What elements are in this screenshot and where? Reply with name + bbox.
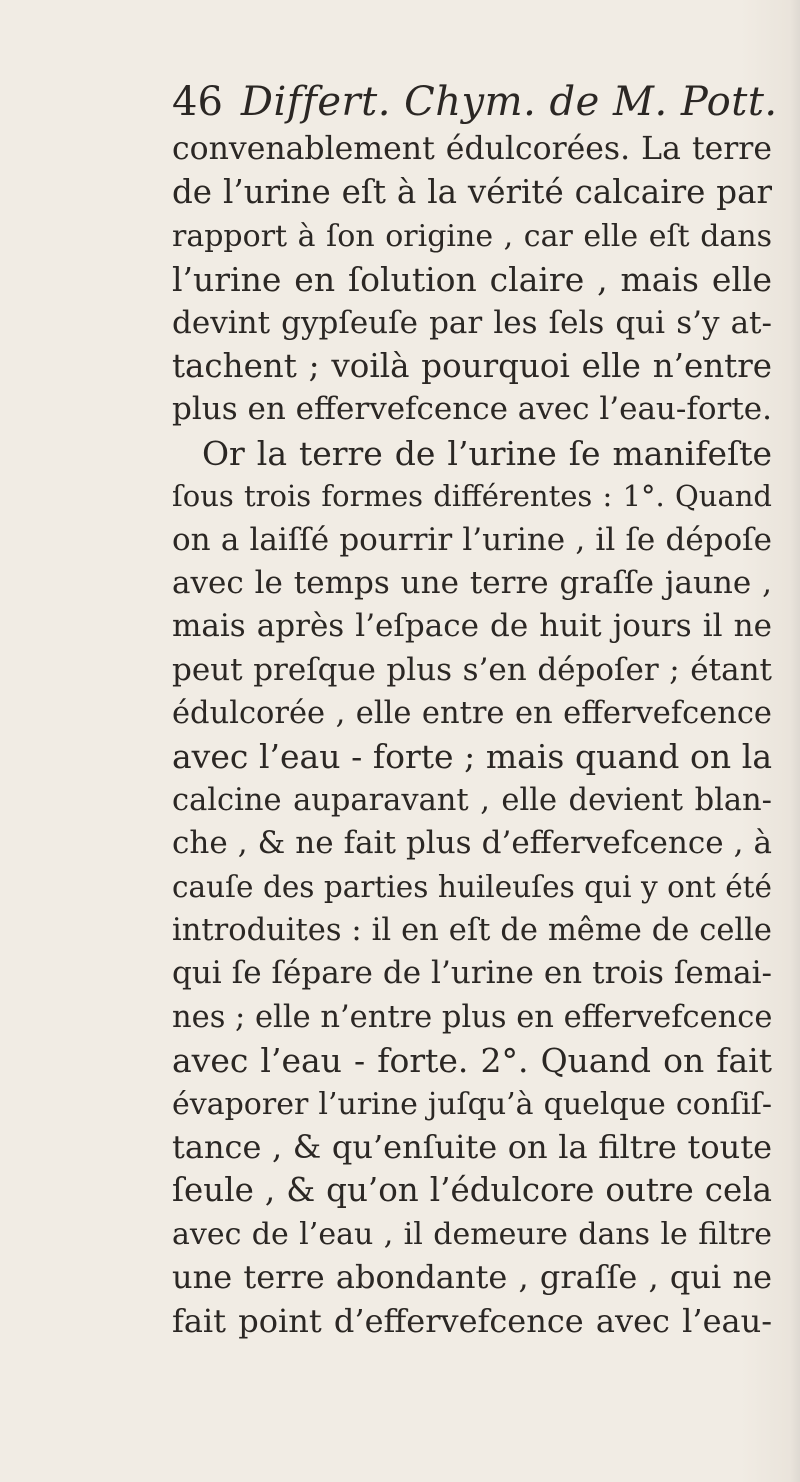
- text-line: nes ; elle n’entre plus en effervefcence: [172, 999, 772, 1035]
- text-line: cauſe des parties huileuſes qui y ont été: [172, 869, 772, 904]
- text-line: on a laiſſé pourrir l’urine , il ſe dépoſe: [172, 521, 772, 558]
- running-title: Differt. Chym. de M. Pott.: [240, 79, 778, 125]
- text-line: une terre abondante , graſſe , qui ne: [172, 1258, 772, 1297]
- page-number: 46: [172, 79, 223, 125]
- text-line: rapport à ſon origine , car elle eſt dans: [172, 218, 772, 254]
- text-line: ſeule , & qu’on l’édulcore outre cela: [172, 1171, 772, 1210]
- text-line: tachent ; voilà pourquoi elle n’entre: [172, 346, 772, 385]
- text-line: avec de l’eau , il demeure dans le filtre: [172, 1216, 772, 1252]
- text-line: avec l’eau - forte ; mais quand on la: [172, 737, 772, 777]
- text-line: plus en effervefcence avec l’eau-forte.: [172, 391, 772, 428]
- text-line: che , & ne fait plus d’effervefcence , à: [172, 825, 772, 862]
- body-text: [172, 128, 772, 1343]
- text-line: évaporer l’urine juſqu’à quelque conſiſ-: [172, 1086, 772, 1122]
- text-line: mais après l’eſpace de huit jours il ne: [172, 608, 772, 645]
- text-line: avec l’eau - forte. 2°. Quand on fait: [172, 1041, 772, 1081]
- text-line: l’urine en ſolution claire , mais elle: [172, 260, 772, 300]
- page-header: [172, 78, 778, 126]
- text-line: qui ſe ſépare de l’urine en trois ſemai-: [172, 955, 772, 992]
- text-line: de l’urine eſt à la vérité calcaire par: [172, 173, 772, 212]
- text-line: ſous trois formes différentes : 1°. Quand: [172, 479, 772, 514]
- text-line: convenablement édulcorées. La terre: [172, 131, 772, 167]
- text-line: tance , & qu’enſuite on la filtre toute: [172, 1127, 772, 1166]
- text-line: introduites : il en eſt de même de celle: [172, 913, 772, 949]
- text-line: peut preſque plus s’en dépoſer ; étant: [172, 651, 772, 688]
- text-line: avec le temps une terre graſſe jaune ,: [172, 564, 772, 601]
- text-line: Or la terre de l’urine ſe manifeſte: [202, 433, 772, 473]
- text-line: calcine auparavant , elle devient blan-: [172, 782, 772, 818]
- text-line: édulcorée , elle entre en effervefcence: [172, 696, 772, 732]
- text-line: devint gypſeuſe par les ſels qui s’y at-: [172, 304, 772, 341]
- text-line: fait point d’effervefcence avec l’eau-: [172, 1301, 772, 1340]
